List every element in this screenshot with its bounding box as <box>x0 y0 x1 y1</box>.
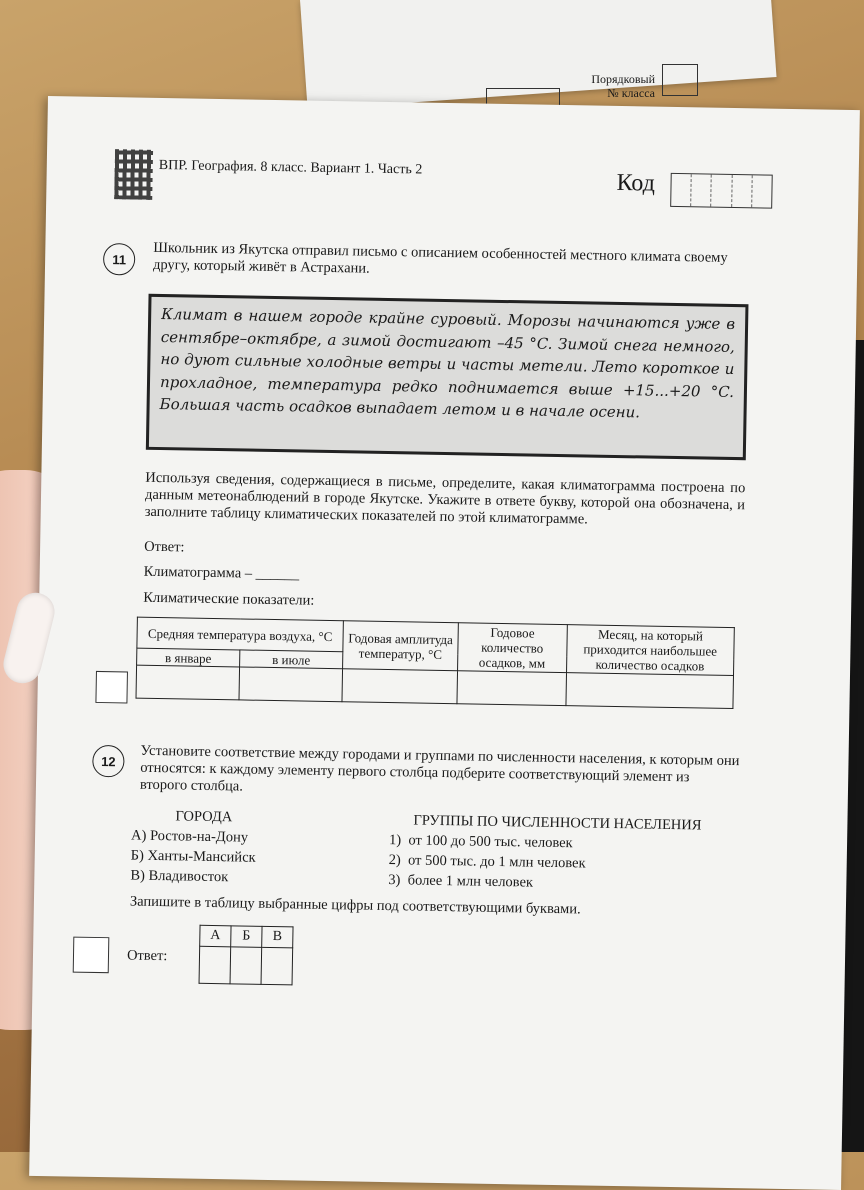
header-annual-amplitude: Годовая амплитуда температур, °C <box>343 621 459 671</box>
question-12-number: 12 <box>92 745 125 778</box>
answer-col-b: Б <box>231 926 262 948</box>
climatogram-answer-line[interactable]: Климатограмма – ______ <box>143 563 300 583</box>
cell-max-month[interactable] <box>565 673 733 709</box>
indicators-label: Климатические показатели: <box>143 589 315 609</box>
cities-list <box>130 826 256 888</box>
city-item: В) Владивосток <box>130 867 229 886</box>
city-item: А) Ростов-на-Дону <box>130 827 249 846</box>
answer-col-a: А <box>200 925 231 947</box>
header-avg-temperature: Средняя температура воздуха, °C <box>137 617 344 652</box>
group-item: 3) более 1 млн человек <box>388 872 534 891</box>
exam-sheet <box>29 96 860 1190</box>
header-max-precipitation-month: Месяц, на который приходится наибольшее количество осадков <box>566 625 734 676</box>
class-number-box <box>662 64 698 96</box>
climate-indicators-table <box>135 617 734 709</box>
question-12-score-box[interactable] <box>73 937 110 974</box>
code-input-boxes[interactable] <box>670 173 773 209</box>
city-item: Б) Ханты-Мансийск <box>130 847 256 866</box>
class-number-label-line2: № класса <box>607 86 655 100</box>
question-12-answer-label: Ответ: <box>126 947 168 965</box>
cell-july-temp[interactable] <box>239 667 343 702</box>
qr-code-icon <box>114 149 153 200</box>
answer-cell-a[interactable] <box>199 946 231 984</box>
page-header: ВПР. География. 8 класс. Вариант 1. Часть 2 <box>158 157 423 178</box>
groups-list <box>388 830 586 893</box>
answer-col-v: В <box>262 926 293 948</box>
code-label: Код <box>616 169 656 197</box>
answer-cell-b[interactable] <box>230 947 262 985</box>
cell-amplitude[interactable] <box>342 669 458 704</box>
group-item: 1) от 100 до 500 тыс. человек <box>388 832 573 852</box>
header-january: в январе <box>137 648 240 667</box>
question-11-intro: Школьник из Якутска отправил письмо с описанием особенностей местного климата своему другу, который живёт в Астрахани. <box>152 239 728 277</box>
cell-precipitation[interactable] <box>457 671 566 706</box>
question-11-task: Используя сведения, содержащиеся в письме, определите, какая климатограмма построена по данным метеонаблюдений в городе Якутске. Укажите в ответе букву, которой она обозначена, и заполните таблицу климатических показателей по этой климатограмме. <box>144 469 746 528</box>
cities-header: ГОРОДА <box>175 808 233 826</box>
answer-table <box>199 925 294 986</box>
question-11-score-box[interactable] <box>95 671 128 704</box>
groups-header: ГРУППЫ ПО ЧИСЛЕННОСТИ НАСЕЛЕНИЯ <box>413 812 702 834</box>
question-11-number: 11 <box>103 243 136 276</box>
class-number-label <box>575 72 655 100</box>
letter-text: Климат в нашем городе крайне суровый. Морозы начинаются уже в сентябре–октябре, а зимой достигают –45 °C. Зимой снега немного, но дуют сильные холодные ветры и часты метели. Лето короткое и прохладное, температура редко поднимается выше +15...+20 °C. Большая часть осадков выпадает летом и в начале осени. <box>146 294 749 460</box>
question-11-answer-label: Ответ: <box>144 538 185 556</box>
cell-january-temp[interactable] <box>136 665 240 700</box>
answer-cell-v[interactable] <box>261 947 293 985</box>
group-item: 2) от 500 тыс. до 1 млн человек <box>388 852 586 872</box>
header-annual-precipitation: Годовое количество осадков, мм <box>458 623 567 673</box>
header-july: в июле <box>240 650 343 669</box>
question-12-instruction: Запишите в таблицу выбранные цифры под соответствующими буквами. <box>129 893 581 918</box>
question-12-intro: Установите соответствие между городами и группами по численности населения, к которым они относятся: к каждому элементу первого столбца подберите соответствующий элемент из второго столбца. <box>139 742 740 795</box>
class-number-label-line1: Порядковый <box>591 72 655 86</box>
